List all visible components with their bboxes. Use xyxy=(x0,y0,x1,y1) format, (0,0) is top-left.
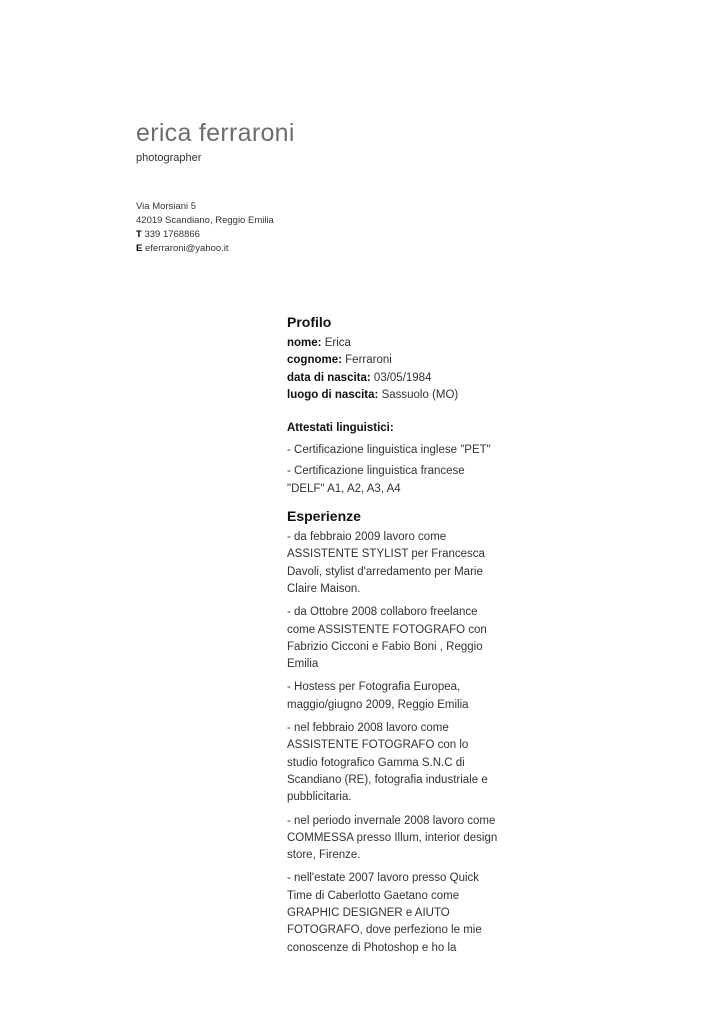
person-role: photographer xyxy=(136,152,202,164)
section-title-languages: Attestati linguistici: xyxy=(287,422,394,435)
address-line: Via Morsiani 5 xyxy=(136,201,197,212)
field-label: cognome: xyxy=(287,354,342,367)
language-item: - Certificazione linguistica francese "DELF" A1, A2, A3, A4 xyxy=(287,465,465,495)
section-title-profile: Profilo xyxy=(287,314,332,330)
email-value: eferraroni@yahoo.it xyxy=(144,243,229,254)
experience-item: - nel febbraio 2008 lavoro come ASSISTENTE FOTOGRAFO con lo studio fotografico Gamma S.N.C di Scandiano (RE), fotografia industriale e pubblicitaria. xyxy=(287,722,488,804)
field-label: nome: xyxy=(287,337,322,349)
field-label: data di nascita: xyxy=(287,371,371,384)
profile-field xyxy=(287,352,502,369)
email-row xyxy=(136,242,274,256)
phone-row xyxy=(136,228,274,242)
field-value: 03/05/1984 xyxy=(373,371,432,384)
section-title-experience: Esperienze xyxy=(287,508,361,525)
header xyxy=(136,117,295,165)
contact-block xyxy=(136,200,274,256)
field-value: Sassuolo (MO) xyxy=(381,388,459,401)
field-value: Ferraroni xyxy=(345,354,392,367)
experience-item: - Hostess per Fotografia Europea, maggio/giugno 2009, Reggio Emilia xyxy=(287,681,469,711)
profile-field xyxy=(287,387,502,404)
experience-item: - da Ottobre 2008 collaboro freelance come ASSISTENTE FOTOGRAFO con Fabrizio Cicconi e Fabio Boni , Reggio Emilia xyxy=(287,606,487,671)
main-column xyxy=(287,312,502,963)
field-value: Erica xyxy=(324,337,351,349)
profile-field xyxy=(287,335,502,352)
experience-item: - nell'estate 2007 lavoro presso Quick Time di Caberlotto Gaetano come GRAPHIC DESIGNER e AIUTO FOTOGRAFO, dove perfeziono le mie conoscenze di Photoshop e ho la xyxy=(287,872,482,954)
email-label: E xyxy=(136,243,143,254)
phone-label: T xyxy=(136,229,142,240)
experience-item: - nel periodo invernale 2008 lavoro come COMMESSA presso Illum, interior design store, Firenze. xyxy=(287,814,498,862)
person-name: erica ferraroni xyxy=(136,119,295,147)
address-line: 42019 Scandiano, Reggio Emilia xyxy=(136,215,274,226)
field-label: luogo di nascita: xyxy=(287,388,379,401)
phone-value: 339 1768866 xyxy=(144,229,200,240)
profile-field xyxy=(287,370,502,387)
experience-item: - da febbraio 2009 lavoro come ASSISTENTE STYLIST per Francesca Davoli, stylist d'arredamento per Marie Claire Maison. xyxy=(287,531,485,595)
language-item: - Certificazione linguistica inglese "PET" xyxy=(287,444,491,457)
